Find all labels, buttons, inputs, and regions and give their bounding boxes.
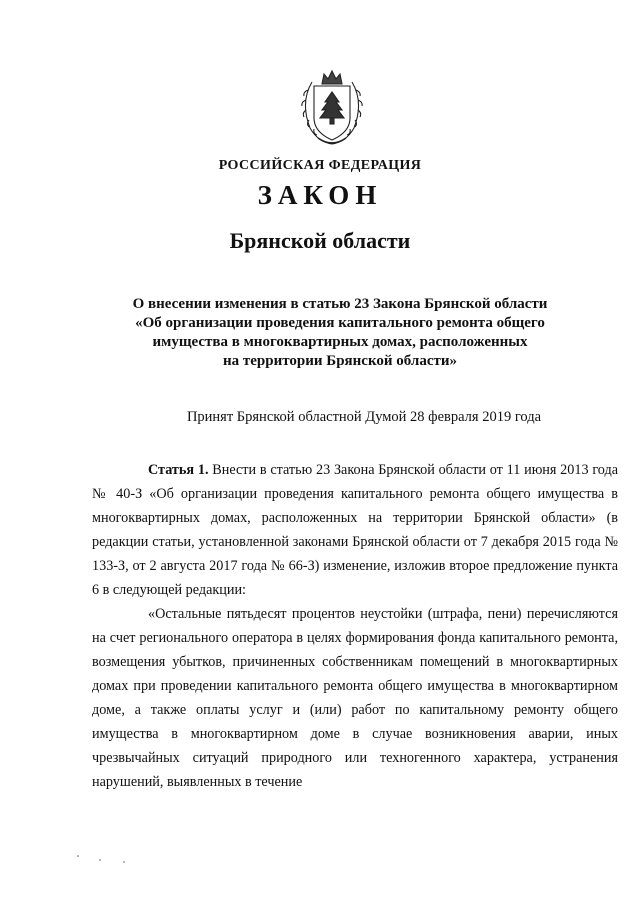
article-label: Статья 1. <box>148 462 209 478</box>
region-heading: Брянской области <box>229 228 411 253</box>
document-type-heading: ЗАКОН <box>257 180 383 210</box>
law-title-line: О внесении изменения в статью 23 Закона Брянской области <box>132 296 548 312</box>
scan-specks <box>72 850 152 870</box>
coat-of-arms-icon <box>292 62 372 148</box>
law-title-line: имущества в многоквартирных домах, расположенных <box>152 334 528 350</box>
law-title-line: «Об организации проведения капитального ремонта общего <box>135 315 545 331</box>
article-paragraph <box>92 458 618 602</box>
law-title <box>120 295 560 371</box>
law-title-line: на территории Брянской области» <box>222 353 458 369</box>
country-heading: РОССИЙСКАЯ ФЕДЕРАЦИЯ <box>218 158 422 173</box>
quoted-paragraph: «Остальные пятьдесят процентов неустойки (штрафа, пени) перечисляются на счет регионального оператора в целях формирования фонда капитального ремонта, возмещения убытков, причиненных собственникам помещений в многоквартирных домах при проведении капитального ремонта общего имущества в многоквартирном доме, а также оплаты услуг и (или) работ по капитальному ремонту общего имущества в многоквартирном доме в случае возникновения аварии, иных чрезвычайных ситуаций природного или техногенного характера, устранения нарушений, выявленных в течение <box>92 606 618 790</box>
article-text: Внести в статью 23 Закона Брянской области от 11 июня 2013 года № 40-З «Об организации проведения капитального ремонта общего имущества в многоквартирных домах, расположенных на территории Брянской области» (в редакции статьи, установленной законами Брянской области от 7 декабря 2015 года № 133-З, от 2 августа 2017 года № 66-З) изменение, изложив второе предложение пункта 6 в следующей редакции: <box>92 462 619 598</box>
article-body <box>92 458 618 794</box>
adoption-note: Принят Брянской областной Думой 28 февраля 2019 года <box>186 409 542 425</box>
